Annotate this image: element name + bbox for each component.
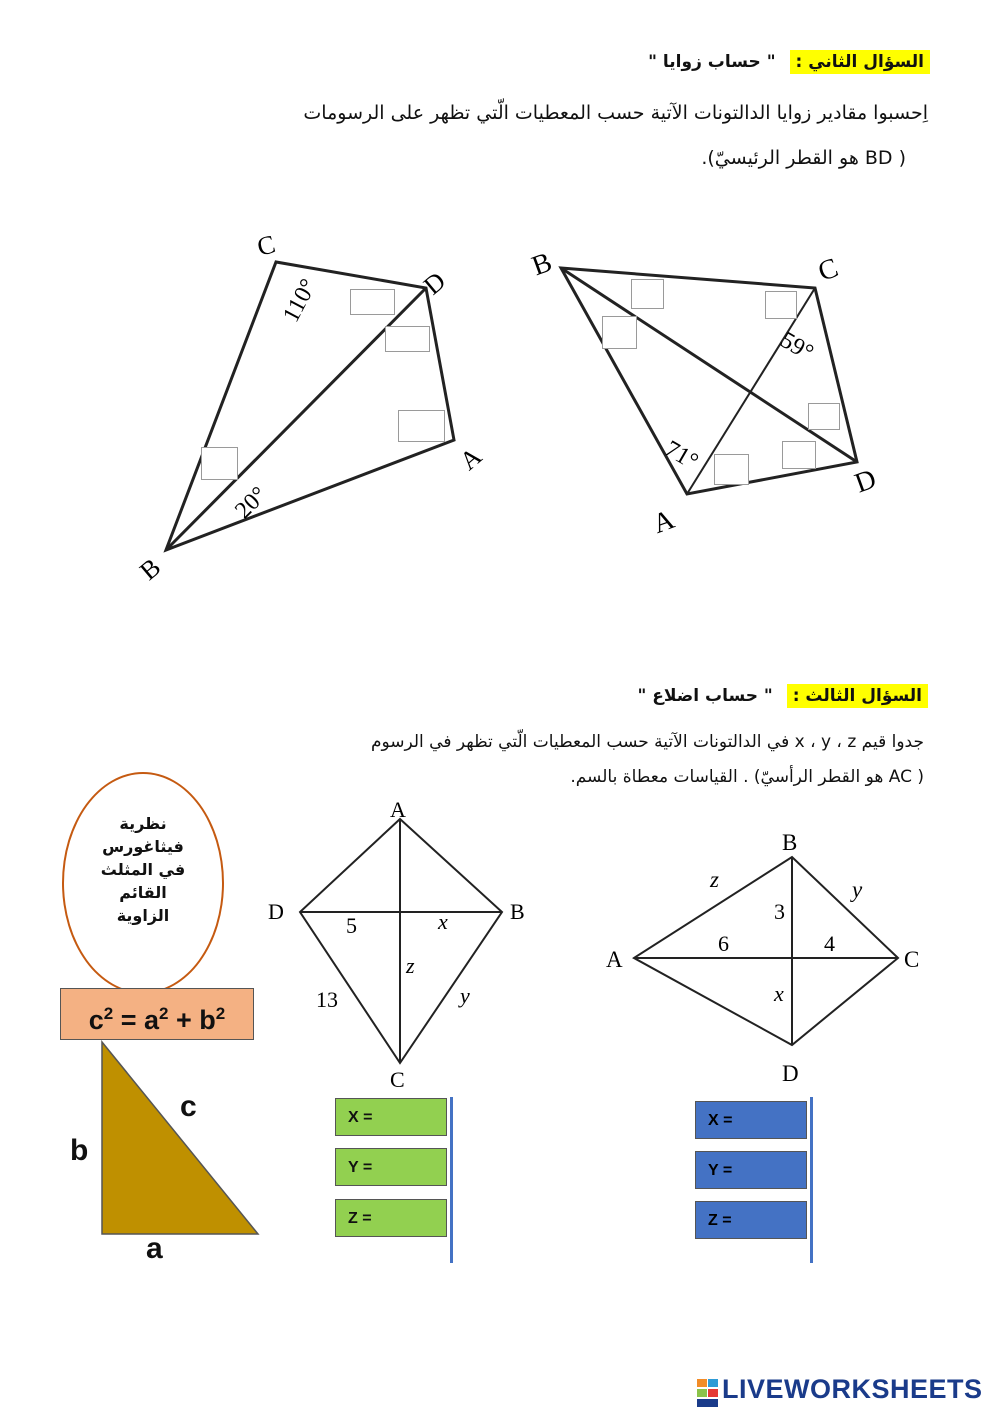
q2-instruction-line2: ( BD هو القطر الرئيسيّ).: [701, 147, 906, 169]
kite2-label-a: A: [648, 504, 679, 540]
kite4-label-a: A: [606, 947, 623, 972]
kite3-value-13: 13: [316, 987, 338, 1012]
triangle-side-a: a: [146, 1232, 163, 1265]
q3-heading: [638, 686, 928, 706]
kite2-angle-input-2[interactable]: [765, 291, 797, 319]
kite2-angle-71: 71°: [660, 435, 703, 476]
kite2-diagonal-bd: [561, 268, 857, 462]
oval-line-5: الزاوية: [116, 906, 170, 925]
oval-line-1: نظرية: [119, 814, 167, 833]
kite4-figure: [600, 825, 930, 1090]
kite3-figure: [260, 795, 540, 1095]
kite3-label-c: C: [390, 1067, 405, 1092]
kite4-label-d: D: [782, 1061, 799, 1086]
kite4-value-z: z: [710, 867, 719, 892]
oval-line-2: فيثاغورس: [102, 837, 184, 856]
kite2-angle-input-1[interactable]: [631, 279, 664, 309]
kite3-label-a: A: [390, 797, 406, 822]
kite2-label-c: C: [814, 252, 843, 288]
liveworksheets-logo-text: LIVEWORKSHEETS: [722, 1374, 983, 1404]
oval-line-4: القائم: [119, 883, 167, 902]
kite1-angle-110: 110°: [278, 274, 323, 327]
answer-green-z[interactable]: Z =: [335, 1199, 447, 1237]
kite4-value-4: 4: [824, 931, 835, 956]
answer-blue-x[interactable]: X =: [695, 1101, 807, 1139]
kite1-angle-input-1[interactable]: [350, 289, 395, 315]
kite2-angle-input-5[interactable]: [782, 441, 816, 469]
kite3-value-5: 5: [346, 913, 357, 938]
q2-title: " حساب زوايا ": [648, 52, 776, 72]
kite2-angle-input-6[interactable]: [714, 454, 749, 485]
green-answers-divider: [450, 1097, 453, 1263]
answer-green-y[interactable]: Y =: [335, 1148, 447, 1186]
kite4-label-b: B: [782, 830, 798, 855]
kite4-value-6: 6: [718, 931, 729, 956]
kite1-label-b: B: [134, 552, 167, 586]
kite1-figure: [130, 220, 490, 590]
kite2-angle-input-3[interactable]: [602, 316, 637, 349]
kite4-label-c: C: [904, 947, 920, 972]
kite1-label-d: D: [418, 266, 452, 301]
liveworksheets-logo-icon: [697, 1379, 719, 1407]
kite3-value-z: z: [406, 953, 415, 978]
right-triangle: [100, 1040, 262, 1236]
kite3-value-x: x: [438, 909, 448, 934]
kite3-label-b: B: [510, 899, 525, 924]
q3-instruction-line1: جدوا قيم x ، y ، z في الدالتونات الآتية حسب المعطيات الّتي تظهر في الرسوم: [370, 732, 924, 752]
kite1-label-a: A: [454, 441, 488, 476]
answer-blue-z[interactable]: Z =: [695, 1201, 807, 1239]
kite3-label-d: D: [268, 899, 284, 924]
q3-instruction-line2: ( AC هو القطر الرأسيّ) . القياسات معطاة بالسم.: [570, 767, 924, 787]
q3-label: السؤال الثالث :: [787, 684, 928, 708]
q2-label: السؤال الثاني :: [790, 50, 931, 74]
triangle-side-b: b: [70, 1134, 89, 1167]
kite2-label-d: D: [850, 463, 881, 500]
oval-line-3: في المثلث: [100, 860, 186, 879]
kite2-angle-59: 59°: [775, 327, 818, 367]
pythagoras-oval-text: [62, 812, 224, 927]
kite2-figure: [525, 240, 895, 540]
kite1-label-c: C: [254, 229, 279, 262]
kite1-angle-input-2[interactable]: [385, 326, 430, 352]
triangle-side-c: c: [180, 1090, 197, 1123]
q2-heading: [648, 52, 930, 72]
q3-title: " حساب اضلاع ": [637, 686, 773, 706]
kite1-angle-20: 20°: [230, 481, 273, 525]
kite4-value-y: y: [852, 877, 863, 902]
pythagoras-formula: $c^2 = a^2 + b^2$: [60, 988, 254, 1040]
kite2-label-b: B: [527, 246, 557, 283]
kite4-value-3: 3: [774, 899, 785, 924]
kite4-value-x: x: [774, 981, 784, 1006]
kite3-value-y: y: [460, 983, 470, 1008]
kite1-angle-input-4[interactable]: [201, 447, 238, 480]
blue-answers-divider: [810, 1097, 813, 1263]
kite2-angle-input-4[interactable]: [808, 403, 840, 430]
answer-green-x[interactable]: X =: [335, 1098, 447, 1136]
answer-blue-y[interactable]: Y =: [695, 1151, 807, 1189]
kite1-angle-input-3[interactable]: [398, 410, 445, 442]
q2-instruction-line1: اِحسبوا مقادير زوايا الدالتونات الآتية حسب المعطيات الّتي تظهر على الرسومات: [303, 102, 928, 124]
